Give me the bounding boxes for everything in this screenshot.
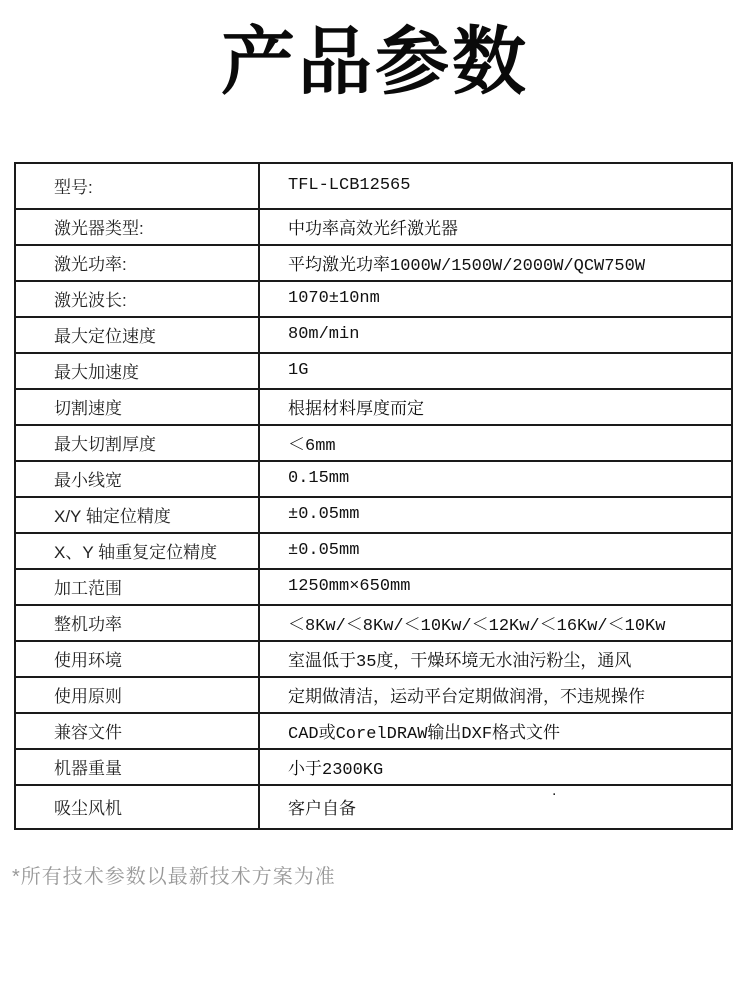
param-label: X/Y 轴定位精度 bbox=[15, 497, 259, 533]
param-value: ＜8Kw/＜8Kw/＜10Kw/＜12Kw/＜16Kw/＜10Kw bbox=[259, 605, 732, 641]
page-title: 产品参数 bbox=[221, 20, 529, 103]
param-label: 使用环境 bbox=[15, 641, 259, 677]
param-label: 最小线宽 bbox=[15, 461, 259, 497]
stray-dot: . bbox=[552, 782, 557, 799]
table-row bbox=[15, 317, 732, 353]
param-label: 型号: bbox=[15, 163, 259, 209]
param-label: X、Y 轴重复定位精度 bbox=[15, 533, 259, 569]
param-value: 80m/min bbox=[259, 317, 732, 353]
param-label: 最大切割厚度 bbox=[15, 425, 259, 461]
param-value: 客户自备 bbox=[259, 785, 732, 829]
param-value: 小于2300KG bbox=[259, 749, 732, 785]
param-label: 整机功率 bbox=[15, 605, 259, 641]
table-row bbox=[15, 425, 732, 461]
table-row bbox=[15, 163, 732, 209]
param-label: 机器重量 bbox=[15, 749, 259, 785]
table-row bbox=[15, 785, 732, 829]
table-row bbox=[15, 641, 732, 677]
param-value: TFL-LCB12565 bbox=[259, 163, 732, 209]
param-value: 1250mm×650mm bbox=[259, 569, 732, 605]
table-row bbox=[15, 497, 732, 533]
param-value: ±0.05mm bbox=[259, 533, 732, 569]
spec-table-body bbox=[15, 163, 732, 829]
table-row bbox=[15, 209, 732, 245]
param-label: 激光波长: bbox=[15, 281, 259, 317]
param-value: CAD或CorelDRAW输出DXF格式文件 bbox=[259, 713, 732, 749]
param-value: 1070±10nm bbox=[259, 281, 732, 317]
table-row bbox=[15, 389, 732, 425]
table-row bbox=[15, 245, 732, 281]
table-row bbox=[15, 605, 732, 641]
param-value: 1G bbox=[259, 353, 732, 389]
table-row bbox=[15, 461, 732, 497]
param-value: 平均激光功率1000W/1500W/2000W/QCW750W bbox=[259, 245, 732, 281]
footnote: *所有技术参数以最新技术方案为准 bbox=[12, 865, 336, 888]
table-row bbox=[15, 713, 732, 749]
param-label: 加工范围 bbox=[15, 569, 259, 605]
table-row bbox=[15, 569, 732, 605]
table-row bbox=[15, 281, 732, 317]
param-label: 吸尘风机 bbox=[15, 785, 259, 829]
table-row bbox=[15, 677, 732, 713]
param-value: 0.15mm bbox=[259, 461, 732, 497]
param-value: 中功率高效光纤激光器 bbox=[259, 209, 732, 245]
table-row bbox=[15, 353, 732, 389]
param-value: ＜6mm bbox=[259, 425, 732, 461]
spec-table bbox=[14, 162, 733, 830]
param-label: 使用原则 bbox=[15, 677, 259, 713]
param-label: 切割速度 bbox=[15, 389, 259, 425]
param-value: ±0.05mm bbox=[259, 497, 732, 533]
param-value: 根据材料厚度而定 bbox=[259, 389, 732, 425]
param-label: 激光功率: bbox=[15, 245, 259, 281]
param-label: 最大定位速度 bbox=[15, 317, 259, 353]
param-label: 激光器类型: bbox=[15, 209, 259, 245]
table-row bbox=[15, 533, 732, 569]
param-value: 室温低于35度，干燥环境无水油污粉尘，通风 bbox=[259, 641, 732, 677]
param-label: 最大加速度 bbox=[15, 353, 259, 389]
param-label: 兼容文件 bbox=[15, 713, 259, 749]
table-row bbox=[15, 749, 732, 785]
param-value: 定期做清洁，运动平台定期做润滑，不违规操作 bbox=[259, 677, 732, 713]
